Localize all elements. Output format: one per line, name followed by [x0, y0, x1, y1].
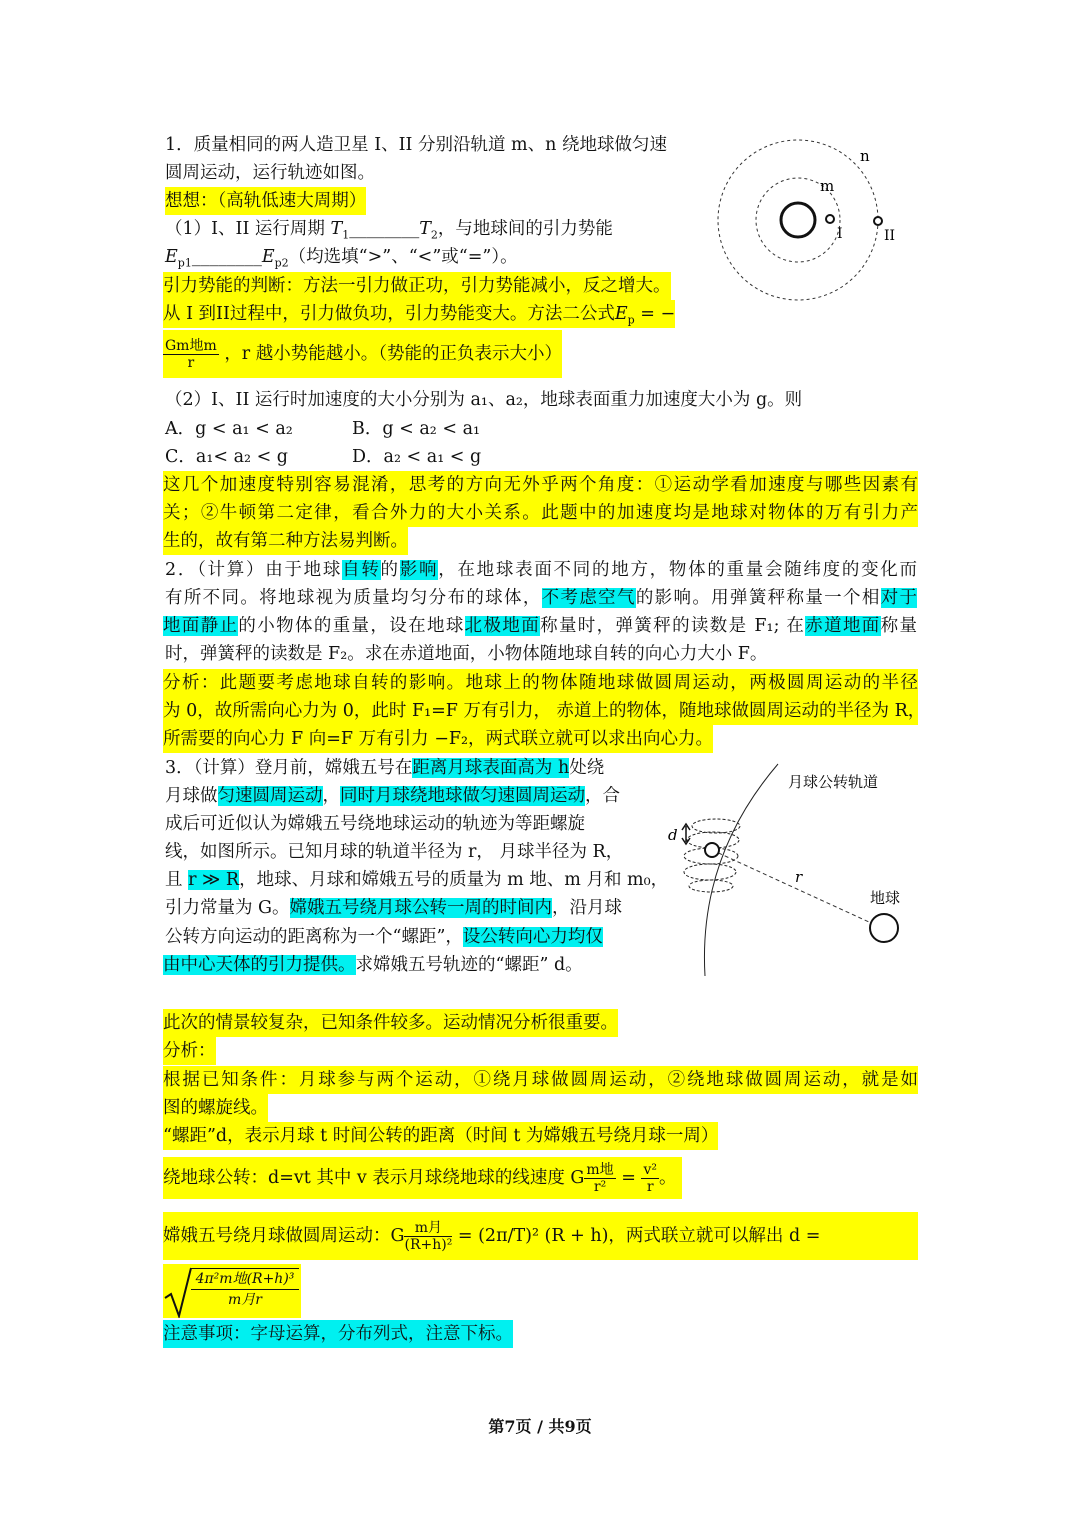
q1-note-line3: $\frac{\text{Gm地m}}{r}$ ，r 越小势能越小。（势能的正负表示大小） [163, 330, 562, 378]
q1-option-c: C．a₁< a₂ < g [165, 447, 289, 467]
q1-analysis-line2: 关；②牛顿第二定律，看合外力的大小关系。此题中的加速度均是地球对物体的万有引力产 [163, 499, 918, 527]
earth-circle [781, 203, 815, 237]
label-I: I [837, 226, 843, 242]
q2-analysis-line2: 为 0，故所需向心力为 0，此时 F₁=F 万有引力， 赤道上的物体，随地球做圆周运动的半径为 R， [163, 697, 918, 725]
q3-line4: 线，如图所示。已知月球的轨道半径为 r， 月球半径为 R， [165, 842, 624, 862]
q3-line8: 由中心天体的引力提供。求嫦娥五号轨迹的“螺距” d。 [163, 955, 583, 975]
radius-line [712, 850, 882, 928]
q2-line2: 有所不同。将地球视为质量均匀分布的球体，不考虑空气的影响。用弹簧秤称量一个相对于 [165, 588, 918, 608]
page-footer: 第7页 / 共9页 [488, 1417, 592, 1436]
q3-spiral-figure [660, 760, 920, 980]
label-n: n [860, 147, 870, 165]
q1-part1-line1: （1）I、II 运行周期 $T_1\_\_\_\_\_\_\_\_T_2$，与地球间的引力势能 [165, 219, 613, 242]
q3-summary-line6: 绕地球公转：d=vt 其中 v 表示月球绕地球的线速度 G $\frac{\text{m地}}{\text{r²}}$ = $\frac{\text{v²}}{r}$ 。 [163, 1157, 682, 1199]
q1-note-line2: 从 I 到II过程中，引力做负功，引力势能变大。方法二公式$E_p$ = − [163, 300, 675, 328]
earth-label: 地球 [870, 889, 901, 907]
q3-summary-line4: 图的螺旋线。 [163, 1094, 268, 1122]
q1-idea: 想想：（高轨低速大周期） [165, 187, 366, 215]
q1-part1-line2: $E_{p1}\_\_\_\_\_\_\_\_E_{p2}$（均选填“>”、“<”或“=”）。 [165, 247, 518, 270]
label-m: m [820, 177, 835, 195]
moon-circle [705, 843, 719, 857]
gm-fraction: $\frac{\text{Gm地m}}{r}$ [165, 338, 217, 371]
q2-line3: 地面静止的小物体的重量，设在地球北极地面称量时，弹簧秤的读数是 F₁; 在赤道地面称量 [163, 616, 918, 636]
earth-circle [870, 914, 898, 942]
q3-summary-line3: 根据已知条件：月球参与两个运动，①绕月球做圆周运动，②绕地球做圆周运动，就是如 [163, 1066, 918, 1094]
satellite-I [826, 215, 834, 223]
moon-orbit-arc [704, 764, 778, 976]
orbit-label: 月球公转轨道 [788, 773, 879, 791]
q3-summary-line1: 此次的情景较复杂，已知条件较多。运动情况分析很重要。 [163, 1009, 618, 1037]
q1-stem-line1: 1．质量相同的两人造卫星 I、II 分别沿轨道 m、n 绕地球做匀速 [165, 135, 667, 155]
q3-line1: 3．（计算）登月前，嫦娥五号在距离月球表面高为 h处绕 [165, 758, 605, 778]
q2-line1: 2．（计算）由于地球自转的影响，在地球表面不同的地方，物体的重量会随纬度的变化而 [165, 560, 918, 580]
q3-line6: 引力常量为 G。嫦娥五号绕月球公转一周的时间内，沿月球 [165, 898, 623, 918]
q3-summary-line7: 嫦娥五号绕月球做圆周运动：G $\frac{\text{m月}}{\text{(R+h)²}}$ = (2π/T)² (R + h)，两式联立就可以解出 d = [163, 1212, 918, 1260]
q1-option-d: D．a₂ < a₁ < g [352, 447, 482, 467]
q1-orbit-figure [712, 128, 912, 328]
q3-line2: 月球做匀速圆周运动，同时月球绕地球做匀速圆周运动，合 [165, 786, 620, 806]
q1-part2: （2）I、II 运行时加速度的大小分别为 a₁、a₂，地球表面重力加速度大小为 g。则 [165, 390, 803, 410]
q2-analysis-line1: 分析：此题要考虑地球自转的影响。地球上的物体随地球做圆周运动，两极圆周运动的半径 [163, 669, 918, 697]
q1-option-b: B．g < a₂ < a₁ [352, 419, 481, 439]
label-II: II [884, 228, 896, 244]
satellite-II [874, 217, 882, 225]
q3-summary-line2: 分析： [163, 1037, 216, 1065]
q3-notes: 注意事项：字母运算，分布列式，注意下标。 [163, 1320, 513, 1348]
pitch-label: d [668, 826, 678, 844]
q3-line5: 且 r ≫ R，地球、月球和嫦娥五号的质量为 m 地、m 月和 m₀， [165, 870, 669, 890]
q2-analysis-line3: 所需要的向心力 F 向=F 万有引力 −F₂，两式联立就可以求出向心力。 [163, 725, 713, 753]
q3-line7: 公转方向运动的距离称为一个“螺距”，设公转向心力均仅 [165, 927, 603, 947]
q1-stem-line2: 圆周运动，运行轨迹如图。 [165, 163, 375, 183]
q3-line3: 成后可近似认为嫦娥五号绕地球运动的轨迹为等距螺旋 [165, 814, 585, 834]
q1-note-line1: 引力势能的判断：方法一引力做正功，引力势能减小，反之增大。 [163, 272, 671, 300]
q1-analysis-line1: 这几个加速度特别容易混淆，思考的方向无外乎两个角度：①运动学看加速度与哪些因素有 [163, 471, 918, 499]
q1-analysis-line3: 生的，故有第二种方法易判断。 [163, 527, 408, 555]
q3-answer-radical: 4π²m地(R+h)³ m月r [163, 1264, 301, 1318]
q3-summary-line5: “螺距”d，表示月球 t 时间公转的距离（时间 t 为嫦娥五号绕月球一周） [163, 1122, 718, 1150]
q1-option-a: A．g < a₁ < a₂ [165, 419, 293, 439]
radical-sign [163, 1264, 193, 1318]
q2-line4: 时，弹簧秤的读数是 F₂。求在赤道地面，小物体随地球自转的向心力大小 F。 [165, 644, 768, 664]
radius-label: r [795, 868, 803, 886]
